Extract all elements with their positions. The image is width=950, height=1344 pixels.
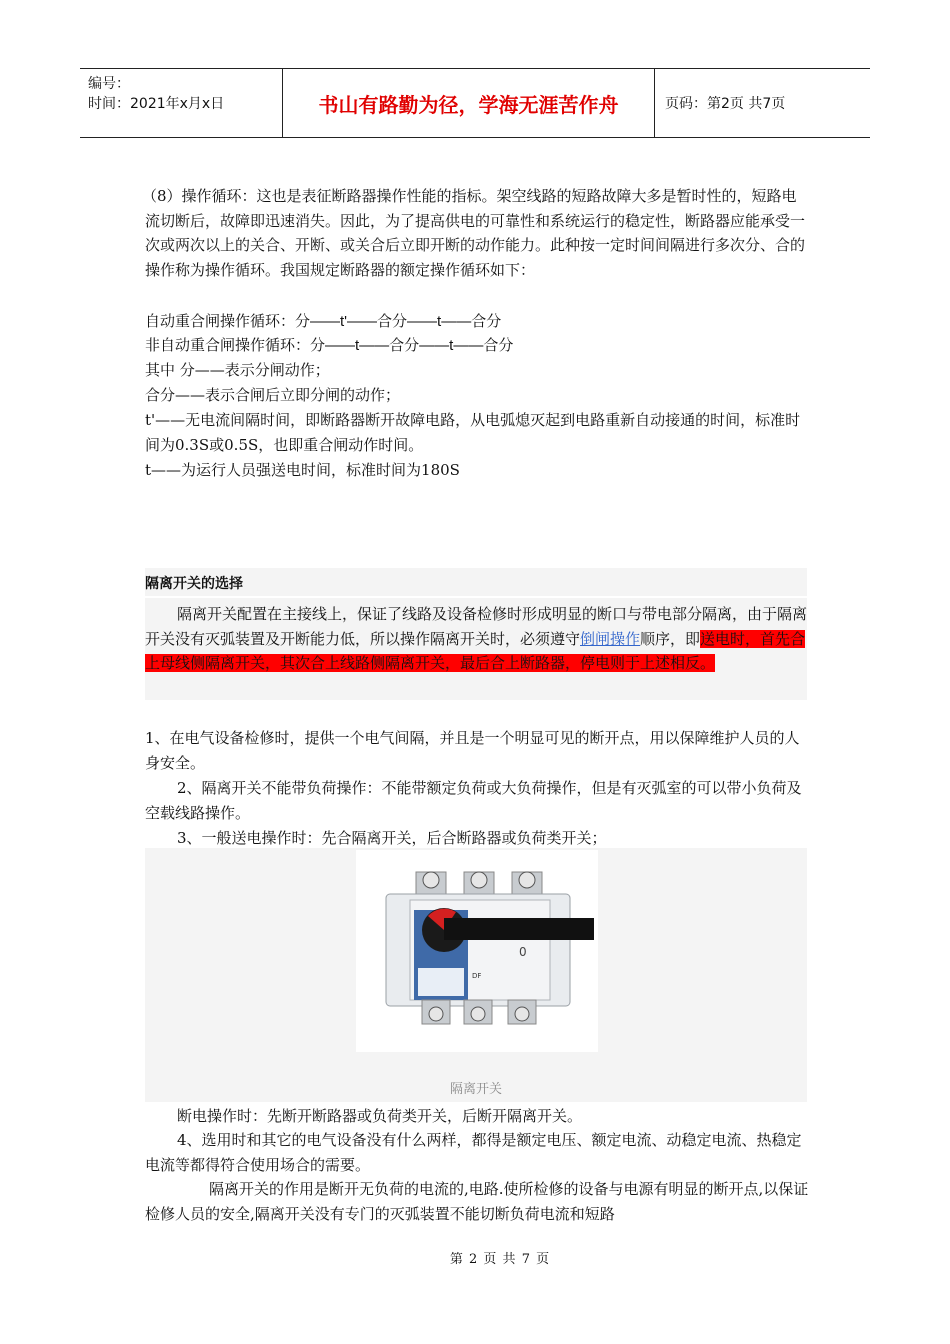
isolating-switch-photo (356, 850, 598, 1052)
t-prime-definition: t'——无电流间隔时间，即断路器断开故障电路，从电弧熄灭起到电路重新自动接通的时间，标准时间为0.3S或0.5S，也即重合闸动作时间。 (145, 411, 801, 454)
bottom-screw-2 (471, 1007, 485, 1021)
item-3-disconnect: 断电操作时：先断开断路器或负荷类开关，后断开隔离开关。 (177, 1107, 583, 1125)
time-label: 时间：2021年x月x日 (88, 96, 225, 112)
switching-operation-link[interactable]: 倒闸操作 (580, 629, 641, 648)
switch-position-label: 0 (519, 945, 527, 959)
intro-text-start: 隔离开关配置在主接线上，保证了线路及设备检修时形成明显的断口与带电部分隔离，由于隔离开关没有灭弧装置及开断能力低，所以操作隔离开关时，必须遵守 (145, 605, 808, 648)
header-page-label: 页码：第2页 共7页 (665, 96, 786, 112)
isolating-switch-illustration (356, 850, 598, 1052)
non-auto-reclose-line: 非自动重合闸操作循环：分——t——合分——t——合分 (145, 337, 514, 354)
rating-plate (418, 968, 464, 996)
number-label: 编号： (88, 76, 130, 92)
header-table (80, 68, 870, 138)
bottom-screw-3 (515, 1007, 529, 1021)
item-4: 4、选用时和其它的电气设备没有什么两样，都得是额定电压、额定电流、动稳定电流、热稳定电流等都得符合使用场合的需要。 (145, 1131, 802, 1174)
section-heading: 隔离开关的选择 (145, 576, 243, 592)
image-caption: 隔离开关 (449, 1082, 502, 1097)
hefen-definition: 合分——表示合闸后立即分闸的动作； (145, 386, 401, 404)
top-screw-2 (471, 872, 487, 888)
header-motto: 书山有路勤为径，学海无涯苦作舟 (283, 69, 655, 137)
closing-paragraph: 隔离开关的作用是断开无负荷的电流的,电路.使所检修的设备与电源有明显的断开点,以保证检修人员的安全,隔离开关没有专门的灭弧装置不能切断负荷电流和短路 (145, 1180, 809, 1223)
t-definition: t——为运行人员强送电时间，标准时间为180S (145, 461, 460, 479)
item-1: 1、在电气设备检修时，提供一个电气间隔，并且是一个明显可见的断开点，用以保障维护人员的人身安全。 (145, 729, 800, 772)
auto-reclose-line: 自动重合闸操作循环：分——t'——合分——t——合分 (145, 313, 502, 330)
section-heading-bar (145, 568, 807, 596)
header-meta-cell (80, 69, 283, 137)
top-screw-3 (519, 872, 535, 888)
page-footer: 第 2 页 共 7 页 (449, 1252, 551, 1267)
bottom-screw-1 (429, 1007, 443, 1021)
operation-cycle-paragraph: （8）操作循环：这也是表征断路器操作性能的指标。架空线路的短路故障大多是暂时性的，短路电流切断后，故障即迅速消失。因此，为了提高供电的可靠性和系统运行的稳定性，断路器应能承受一次或两次以上的关合、开断、或关合后立即开断的动作能力。此种按一定时间间隔进行多次分、合的操作称为操作循环。我国规定断路器的额定操作循环如下： (142, 187, 806, 279)
intro-text-mid: 顺序，即 (640, 629, 701, 648)
brand-label: DF (472, 972, 482, 980)
fen-definition: 其中 分——表示分闸动作； (145, 361, 330, 379)
item-2: 2、隔离开关不能带负荷操作：不能带额定负荷或大负荷操作，但是有灭弧室的可以带小负荷及空载线路操作。 (145, 779, 802, 822)
highlighted-procedure: 送电时，首先合上母线侧隔离开关，其次合上线路侧隔离开关，最后合上断路器，停电则于上述相反。 (145, 629, 806, 672)
top-screw-1 (423, 872, 439, 888)
switch-handle (444, 918, 594, 940)
intro-paragraph (145, 602, 810, 676)
item-3: 3、一般送电操作时：先合隔离开关，后合断路器或负荷类开关； (177, 829, 607, 847)
